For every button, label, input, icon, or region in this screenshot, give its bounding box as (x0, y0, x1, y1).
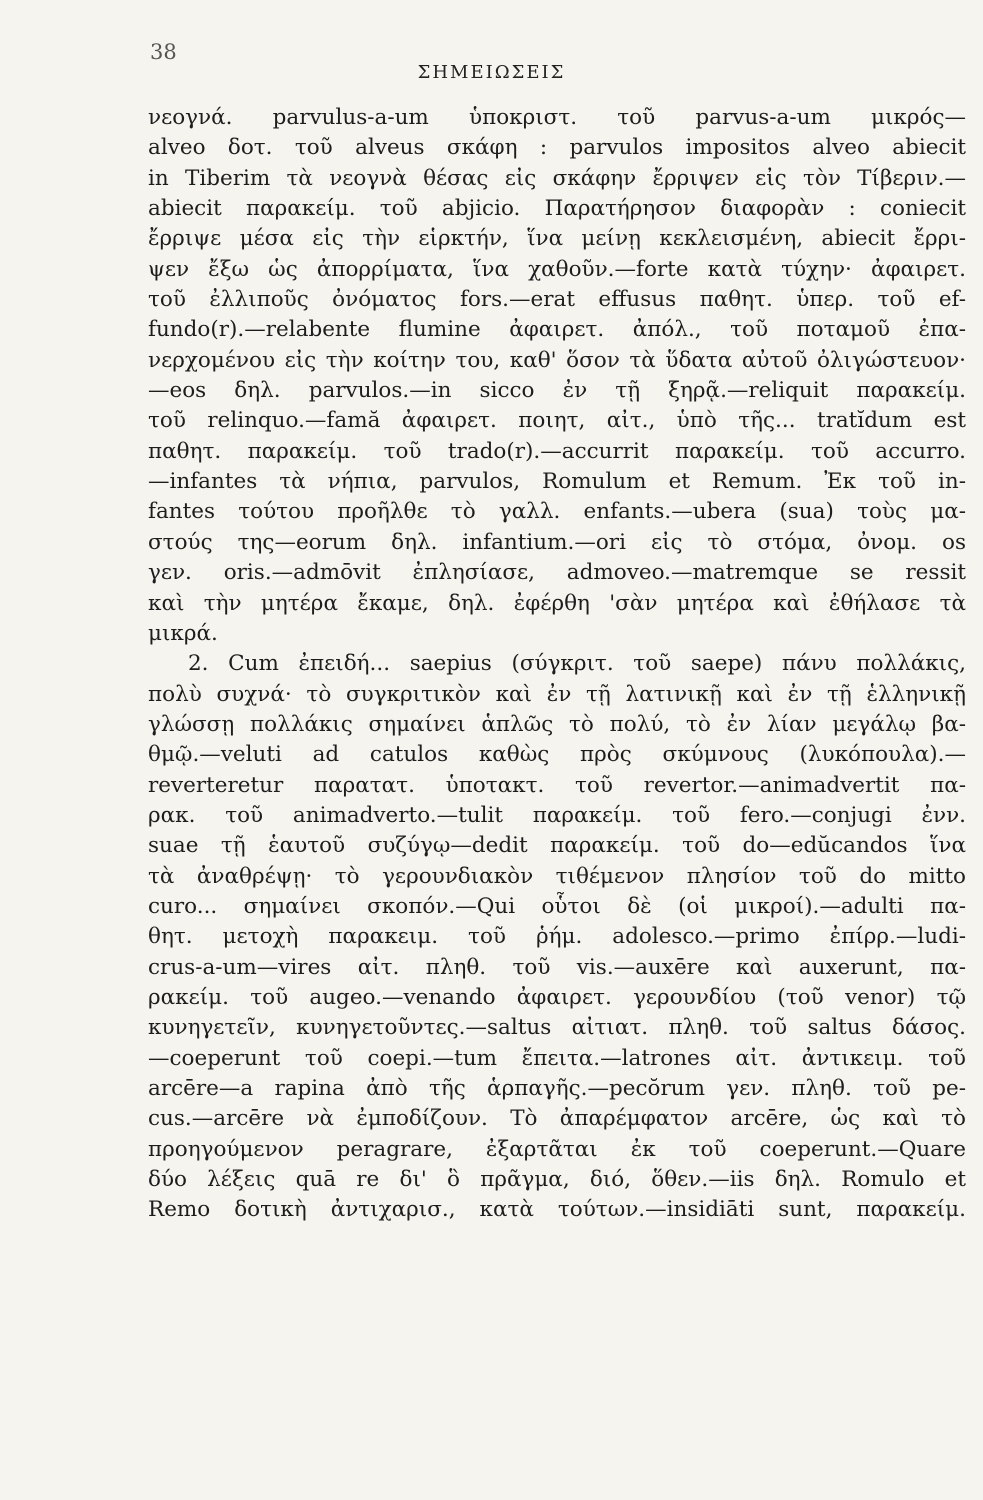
text-line: κυνηγετεῖν, κυνηγετοῦντες.—saltus αἰτιατ. πληθ. τοῦ saltus δάσος. (148, 1015, 966, 1041)
paragraph-2-start: 2. Cum ἐπειδή... saepius (σύγκριτ. τοῦ saepe) πάνυ πολλάκις, (188, 651, 966, 677)
text-line: —infantes τὰ νήπια, parvulos, Romulum et Remum. Ἐκ τοῦ in- (148, 469, 966, 495)
text-line: alveo δοτ. τοῦ alveus σκάφη : parvulos impositos alveo abiecit (148, 135, 966, 161)
text-line: πολὺ συχνά· τὸ συγκριτικὸν καὶ ἐν τῇ λατινικῇ καὶ ἐν τῇ ἑλληνικῇ (148, 681, 966, 707)
text-line: καὶ τὴν μητέρα ἔκαμε, δηλ. ἐφέρθη 'σὰν μητέρα καὶ ἐθήλασε τὰ (148, 590, 966, 616)
text-line: fundo(r).—relabente flumine ἀφαιρετ. ἀπόλ., τοῦ ποταμοῦ ἐπα- (148, 317, 966, 343)
text-line: fantes τούτου προῆλθε τὸ γαλλ. enfants.—ubera (sua) τοὺς μα- (148, 499, 966, 525)
text-line: ψεν ἔξω ὡς ἀπορρίματα, ἵνα χαθοῦν.—forte κατὰ τύχην· ἀφαιρετ. (148, 256, 966, 282)
text-line: γλώσσῃ πολλάκις σημαίνει ἁπλῶς τὸ πολύ, τὸ ἐν λίαν μεγάλῳ βα- (148, 711, 966, 737)
text-line: γεν. oris.—admōvit ἐπλησίασε, admoveo.—matremque se ressit (148, 560, 966, 586)
text-line: τοῦ relinquo.—famă ἀφαιρετ. ποιητ, αἰτ., ὑπὸ τῆς... tratĭdum est (148, 408, 966, 434)
text-line: suae τῇ ἑαυτοῦ συζύγῳ—dedit παρακείμ. τοῦ do—edŭcandos ἵνα (148, 833, 966, 859)
body-text (148, 103, 966, 1226)
text-line: —eos δηλ. parvulos.—in sicco ἐν τῇ ξηρᾷ.—reliquit παρακείμ. (148, 378, 966, 404)
text-line: δύο λέξεις quā re δι' ὃ πρᾶγμα, διό, ὅθεν.—iis δηλ. Romulo et (148, 1167, 966, 1193)
text-line: προηγούμενον peragrare, ἐξαρτᾶται ἐκ τοῦ coeperunt.—Quare (148, 1136, 966, 1162)
text-line: μικρά. (148, 620, 218, 646)
text-line: in Tiberim τὰ νεογνὰ θέσας εἰς σκάφην ἔρριψεν εἰς τὸν Τίβεριν.— (148, 165, 966, 191)
text-line: —coeperunt τοῦ coepi.—tum ἔπειτα.—latrones αἰτ. ἀντικειμ. τοῦ (148, 1045, 966, 1071)
text-line: curo... σημαίνει σκοπόν.—Qui οὗτοι δὲ (οἱ μικροί).—adulti πα- (148, 893, 966, 919)
page-number: 38 (150, 40, 177, 64)
text-line: θητ. μετοχὴ παρακειμ. τοῦ ῥήμ. adolesco.—primo ἐπίρρ.—ludi- (148, 924, 966, 950)
text-line: reverteretur παρατατ. ὑποτακτ. τοῦ revertor.—animadvertit πα- (148, 772, 966, 798)
text-line: νεογνά. parvulus-a-um ὑποκριστ. τοῦ parvus-a-um μικρός— (148, 105, 966, 130)
text-line: cus.—arcēre νὰ ἐμποδίζουν. Τὸ ἀπαρέμφατον arcēre, ὡς καὶ τὸ (148, 1106, 966, 1132)
text-line: τὰ ἀναθρέψῃ· τὸ γερουνδιακὸν τιθέμενον πλησίον τοῦ do mitto (148, 863, 966, 889)
text-line: ρακ. τοῦ animadverto.—tulit παρακείμ. τοῦ fero.—conjugi ἐνν. (148, 802, 966, 828)
running-title: ΣΗΜΕΙΩΣΕΙΣ (417, 62, 566, 83)
text-line: νερχομένου εἰς τὴν κοίτην του, καθ' ὅσον τὰ ὕδατα αὐτοῦ ὀλιγώστευον· (148, 347, 966, 373)
text-line: θμῷ.—veluti ad catulos καθὼς πρὸς σκύμνους (λυκόπουλα).— (148, 742, 966, 768)
text-line: ρακείμ. τοῦ augeo.—venando ἀφαιρετ. γερουνδίου (τοῦ venor) τῷ (148, 984, 966, 1010)
text-line: παθητ. παρακείμ. τοῦ trado(r).—accurrit παρακείμ. τοῦ accurro. (148, 438, 966, 464)
text-line: abiecit παρακείμ. τοῦ abjicio. Παρατήρησον διαφορὰν : coniecit (148, 196, 966, 222)
text-line: ἔρριψε μέσα εἰς τὴν εἱρκτήν, ἵνα μείνῃ κεκλεισμένη, abiecit ἔρρι- (148, 226, 966, 252)
text-line: arcēre—a rapina ἀπὸ τῆς ἁρπαγῆς.—pecŏrum γεν. πληθ. τοῦ pe- (148, 1076, 966, 1101)
text-line: τοῦ ἐλλιποῦς ὀνόματος fors.—erat effusus παθητ. ὑπερ. τοῦ ef- (148, 287, 966, 313)
text-line: στούς της—eorum δηλ. infantium.—ori εἰς τὸ στόμα, ὀνομ. os (148, 529, 966, 555)
text-line: crus-a-um—vires αἰτ. πληθ. τοῦ vis.—auxēre καὶ auxerunt, πα- (148, 954, 966, 980)
text-line: Remo δοτικὴ ἀντιχαρισ., κατὰ τούτων.—insidiāti sunt, παρακείμ. (148, 1197, 966, 1223)
